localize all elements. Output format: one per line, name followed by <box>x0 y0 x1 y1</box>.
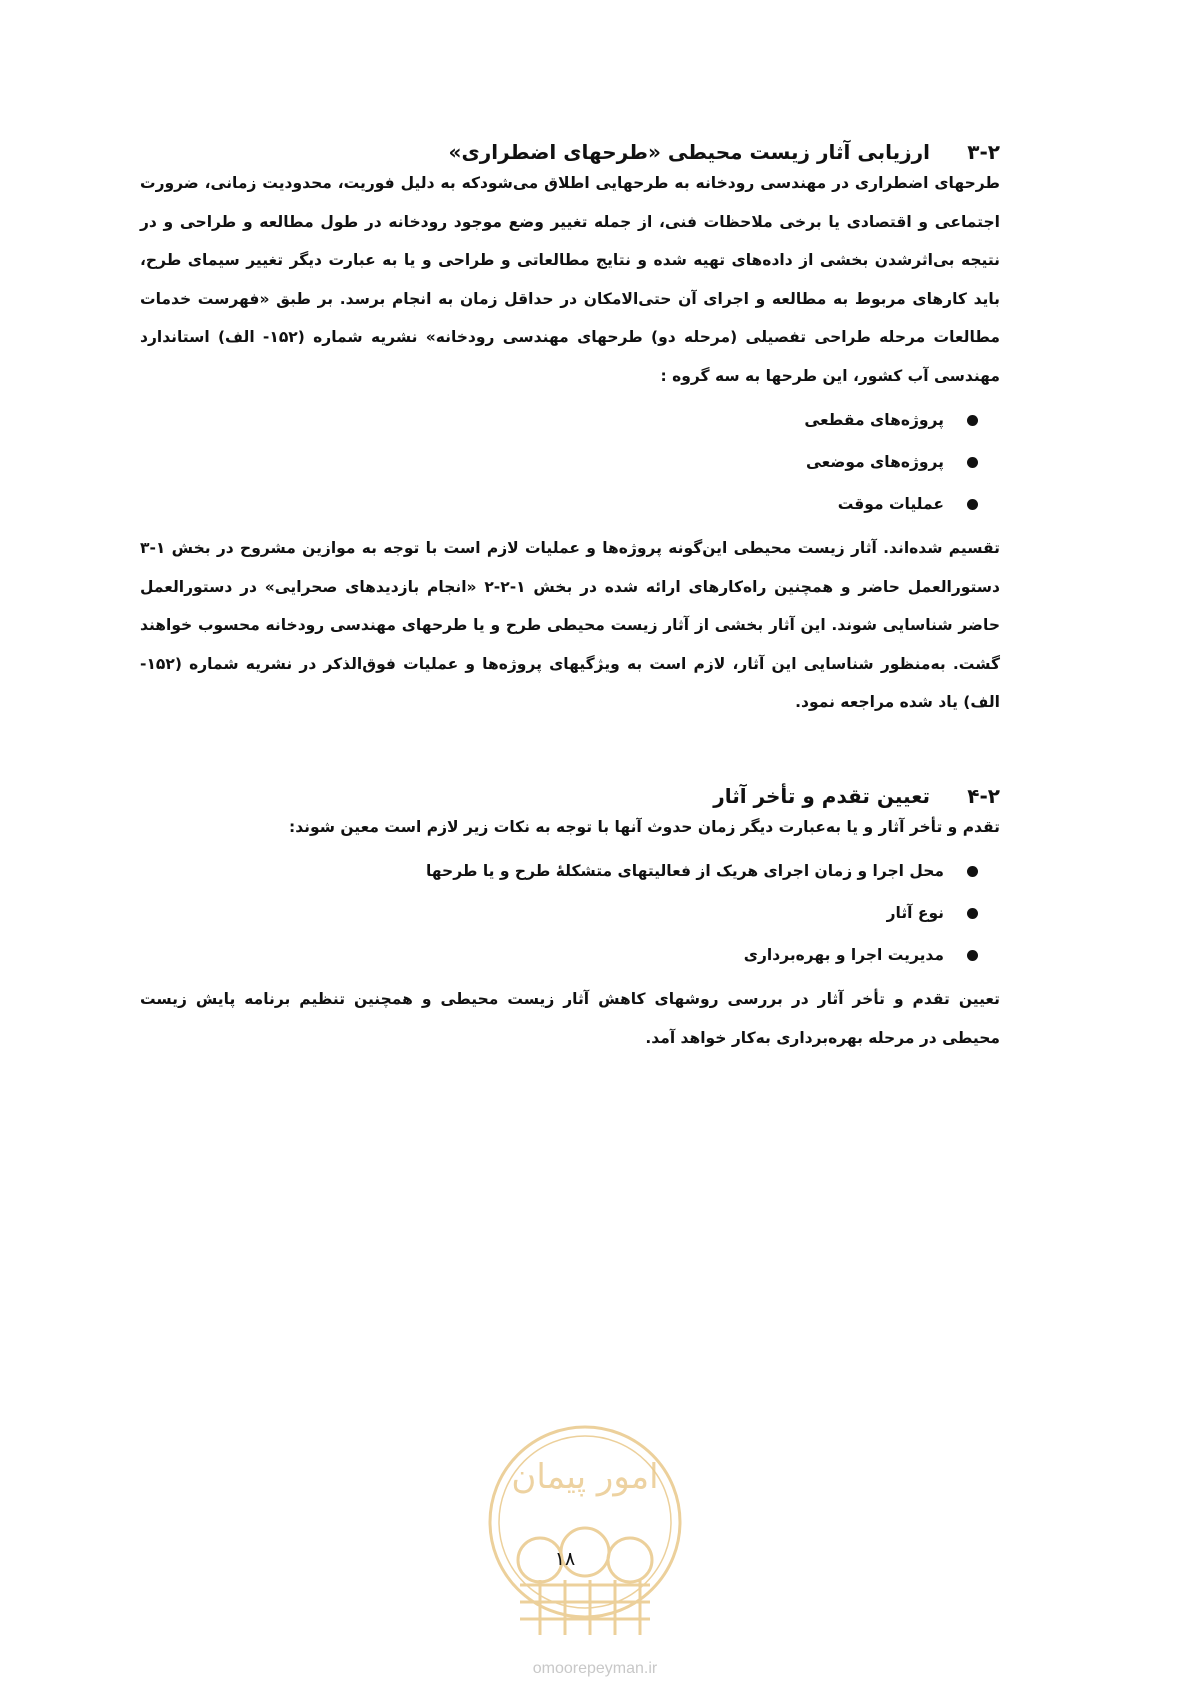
list-item-text: پروژه‌های موضعی <box>805 453 944 471</box>
section-paragraph: طرحهای اضطراری در مهندسی رودخانه به طرحهایی اطلاق می‌شودکه به دلیل فوریت، محدودیت زمانی، ضرورت اجتماعی و اقتصادی یا برخی ملاحظات فنی، از جمله تغییر وضع موجود رودخانه در طول مطالعه و طراحی و در نتیجه بی‌اثرشدن بخشی از داده‌های تهیه شده و نتایج مطالعاتی و طراحی و یا به عبارت دیگر تغییر سیمای طرح، باید کارهای مربوط به مطالعه و اجرای آن حتی‌الامکان در حداقل زمان به انجام برسد. بر طبق «فهرست خدمات مطالعات مرحله طراحی تفصیلی (مرحله دو) طرحهای مهندسی رودخانه» نشریه شماره (۱۵۲- الف) استاندارد مهندسی آب کشور، این طرحها به سه گروه : <box>140 174 1000 385</box>
section-heading <box>140 784 1000 808</box>
list-item-text: نوع آثار <box>886 904 944 922</box>
bullet-list <box>140 399 1000 525</box>
list-item <box>140 399 978 441</box>
list-item-text: محل اجرا و زمان اجرای هریک از فعالیتهای متشکلۀ طرح و یا طرحها <box>425 862 944 880</box>
section-title: تعیین تقدم و تأخر آثار <box>713 783 930 808</box>
bullet-icon <box>967 415 978 426</box>
page-content <box>140 140 1000 1057</box>
section-number: ۳-۲ <box>967 140 1000 164</box>
bullet-list <box>140 850 1000 976</box>
bullet-icon <box>967 950 978 961</box>
bullet-icon <box>967 866 978 877</box>
section-title: ارزیابی آثار زیست محیطی «طرحهای اضطراری» <box>448 140 930 164</box>
list-item-text: مدیریت اجرا و بهره‌برداری <box>743 946 944 964</box>
list-item <box>140 934 978 976</box>
section-emergency-projects <box>140 140 1000 722</box>
page-number: ۱۸ <box>554 1548 576 1570</box>
watermark-logo <box>480 1410 690 1650</box>
watermark-text: امور پیمان <box>511 1457 659 1497</box>
bullet-icon <box>967 908 978 919</box>
section-paragraph: تقدم و تأخر آثار و یا به‌عبارت دیگر زمان حدوث آنها با توجه به نکات زیر لازم است معین شوند: <box>289 817 1000 836</box>
list-item <box>140 441 978 483</box>
section-number: ۴-۲ <box>967 783 1000 808</box>
list-item <box>140 850 978 892</box>
list-item-text: عملیات موقت <box>837 495 944 513</box>
section-paragraph: تقسیم شده‌اند. آثار زیست محیطی این‌گونه پروژه‌ها و عملیات لازم است با توجه به موازین مشروح در بخش ۱-۳ دستورالعمل حاضر و همچنین راه‌کارهای ارائه شده در بخش ۱-۲-۲ «انجام بازدیدهای صحرایی» در دستورالعمل حاضر شناسایی شوند. این آثار بخشی از آثار زیست محیطی طرح و یا طرحهای مهندسی رودخانه محسوب خواهند گشت. به‌منظور شناسایی این آثار، لازم است به ویژگیهای پروژه‌ها و عملیات فوق‌الذکر در نشریه شماره (۱۵۲-الف) یاد شده مراجعه نمود. <box>140 539 1000 711</box>
list-item <box>140 892 978 934</box>
bullet-icon <box>967 457 978 468</box>
bullet-icon <box>967 499 978 510</box>
section-paragraph: تعیین تقدم و تأخر آثار در بررسی روشهای کاهش آثار زیست محیطی و همچنین تنظیم برنامه پایش زیست محیطی در مرحله بهره‌برداری به‌کار خواهد آمد. <box>140 990 1000 1047</box>
list-item-text: پروژه‌های مقطعی <box>804 411 944 429</box>
section-precedence-of-effects <box>140 784 1000 1058</box>
website-watermark: omoorepeyman.ir <box>532 1660 658 1677</box>
section-heading <box>140 140 1000 164</box>
list-item <box>140 483 978 525</box>
